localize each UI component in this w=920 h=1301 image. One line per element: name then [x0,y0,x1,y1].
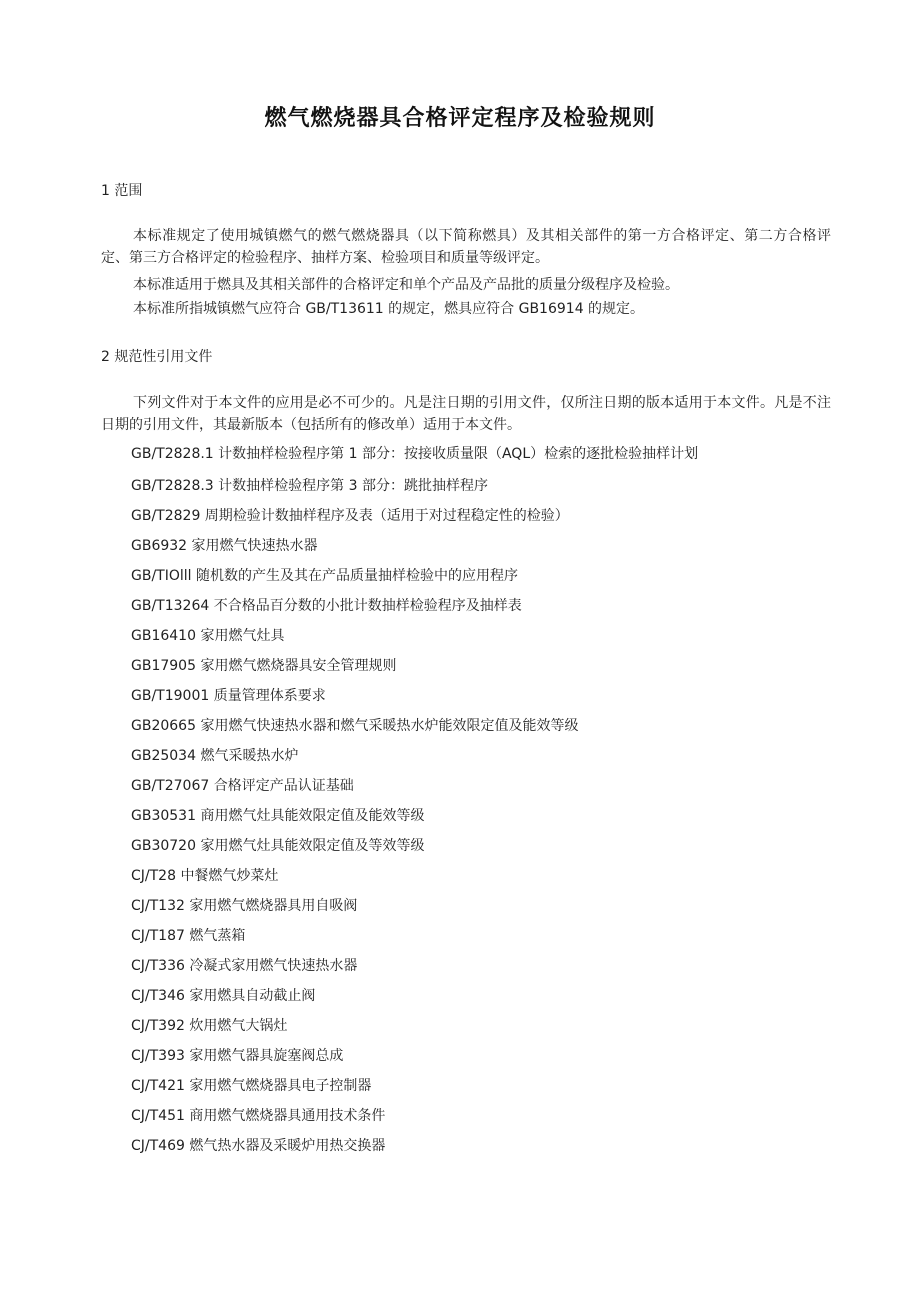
reference-item: CJ/T451 商用燃气燃烧器具通用技术条件 [131,1108,386,1124]
reference-item: CJ/T28 中餐燃气炒菜灶 [131,868,279,884]
reference-item: GB/T2828.1 计数抽样检验程序第 1 部分：按接收质量限（AQL）检索的逐批检验抽样计划 [131,446,699,462]
references-intro: 下列文件对于本文件的应用是必不可少的。凡是注日期的引用文件，仅所注日期的版本适用于本文件。凡是不注日期的引用文件，其最新版本（包括所有的修改单）适用于本文件。 [101,395,831,433]
reference-item: GB/T2828.3 计数抽样检验程序第 3 部分：跳批抽样程序 [131,478,488,494]
reference-item: GB/TIOlll 随机数的产生及其在产品质量抽样检验中的应用程序 [131,568,518,584]
reference-item: CJ/T421 家用燃气燃烧器具电子控制器 [131,1078,372,1094]
reference-item: GB30531 商用燃气灶具能效限定值及能效等级 [131,808,425,824]
reference-item: CJ/T346 家用燃具自动截止阀 [131,988,316,1004]
reference-item: GB/T27067 合格评定产品认证基础 [131,778,354,794]
reference-item: GB30720 家用燃气灶具能效限定值及等效等级 [131,838,425,854]
reference-item: GB/T2829 周期检验计数抽样程序及表（适用于对过程稳定性的检验） [131,508,569,524]
reference-item: GB6932 家用燃气快速热水器 [131,538,318,554]
reference-item: GB25034 燃气采暖热水炉 [131,748,299,764]
reference-item: CJ/T393 家用燃气器具旋塞阀总成 [131,1048,344,1064]
document-title: 燃气燃烧器具合格评定程序及检验规则 [264,106,656,131]
reference-item: CJ/T469 燃气热水器及采暖炉用热交换器 [131,1138,386,1154]
section-2-heading: 2 规范性引用文件 [101,349,213,365]
scope-paragraph-1: 本标准规定了使用城镇燃气的燃气燃烧器具（以下简称燃具）及其相关部件的第一方合格评定、第二方合格评定、第三方合格评定的检验程序、抽样方案、检验项目和质量等级评定。 [101,228,831,266]
reference-item: CJ/T187 燃气蒸箱 [131,928,246,944]
section-1-heading: 1 范围 [101,183,143,199]
reference-item: GB17905 家用燃气燃烧器具安全管理规则 [131,658,397,674]
reference-item: GB16410 家用燃气灶具 [131,628,285,644]
reference-item: CJ/T336 冷凝式家用燃气快速热水器 [131,958,358,974]
reference-item: CJ/T132 家用燃气燃烧器具用自吸阀 [131,898,358,914]
reference-item: GB/T13264 不合格品百分数的小批计数抽样检验程序及抽样表 [131,598,522,614]
scope-paragraph-3: 本标准所指城镇燃气应符合 GB/T13611 的规定，燃具应符合 GB16914 的规定。 [133,301,645,317]
reference-item: GB/T19001 质量管理体系要求 [131,688,326,704]
reference-item: CJ/T392 炊用燃气大锅灶 [131,1018,288,1034]
reference-item: GB20665 家用燃气快速热水器和燃气采暖热水炉能效限定值及能效等级 [131,718,579,734]
scope-paragraph-2: 本标准适用于燃具及其相关部件的合格评定和单个产品及产品批的质量分级程序及检验。 [133,277,679,293]
